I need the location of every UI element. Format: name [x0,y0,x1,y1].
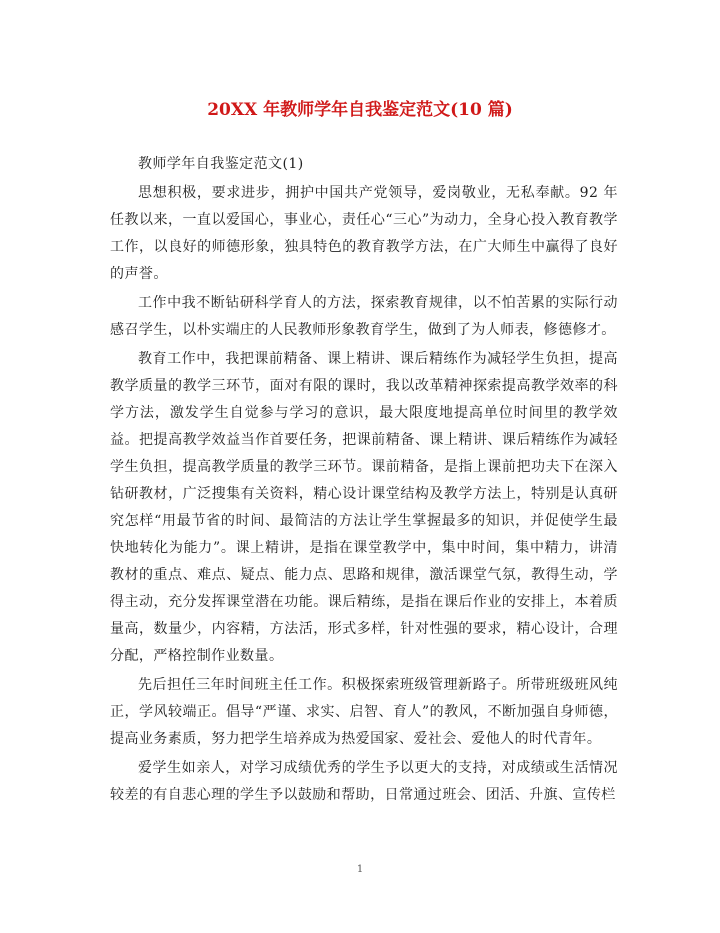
section-heading: 教师学年自我鉴定范文(1) [138,156,304,172]
paragraph-3: 教育工作中，我把课前精备、课上精讲、课后精练作为减轻学生负担，提高教学质量的教学三环节，面对有限的课时，我以改革精神探索提高教学效率的科学方法，激发学生自觉参与学习的意识，最大限度地提高单位时间里的教学效益。把提高教学效益当作首要任务，把课前精备、课上精讲、课后精练作为减轻学生负担，提高教学质量的教学三环节。课前精备，是指上课前把功夫下在深入钻研教材，广泛搜集有关资料，精心设计课堂结构及教学方法上，特别是认真研究怎样“用最节省的时间、最简洁的方法让学生掌握最多的知识，并促使学生最快地转化为能力”。课上精讲，是指在课堂教学中，集中时间，集中精力，讲清教材的重点、难点、疑点、能力点、思路和规律，激活课堂气氛，教得生动，学得主动，充分发挥课堂潜在功能。课后精练，是指在课后作业的安排上，本着质量高，数量少，内容精，方法活，形式多样，针对性强的要求，精心设计，合理分配，严格控制作业数量。 [110,351,618,664]
paragraph-4: 先后担任三年时间班主任工作。积极探索班级管理新路子。所带班级班风纯正，学风较端正。倡导“严谨、求实、启智、育人”的教风，不断加强自身师德，提高业务素质，努力把学生培养成为热爱国家、爱社会、爱他人的时代青年。 [110,677,618,747]
paragraph-2: 工作中我不断钻研科学育人的方法，探索教育规律，以不怕苦累的实际行动感召学生，以朴实端庄的人民教师形象教育学生，做到了为人师表，修德修才。 [110,295,618,338]
paragraph-5: 爱学生如亲人，对学习成绩优秀的学生予以更大的支持，对成绩或生活情况较差的有自悲心理的学生予以鼓励和帮助，日常通过班会、团活、升旗、宣传栏 [110,760,618,803]
page-number: 1 [356,864,364,875]
paragraph-1: 思想积极，要求进步，拥护中国共产党领导，爱岗敬业，无私奉献。92 年任教以来，一直以爱国心，事业心，责任心“三心”为动力，全身心投入教育教学工作，以良好的师德形象，独具特色的教育教学方法，在广大师生中赢得了良好的声誉。 [110,185,618,282]
document-body [110,151,618,811]
document-title: 20XX 年教师学年自我鉴定范文(10 篇) [207,100,513,120]
